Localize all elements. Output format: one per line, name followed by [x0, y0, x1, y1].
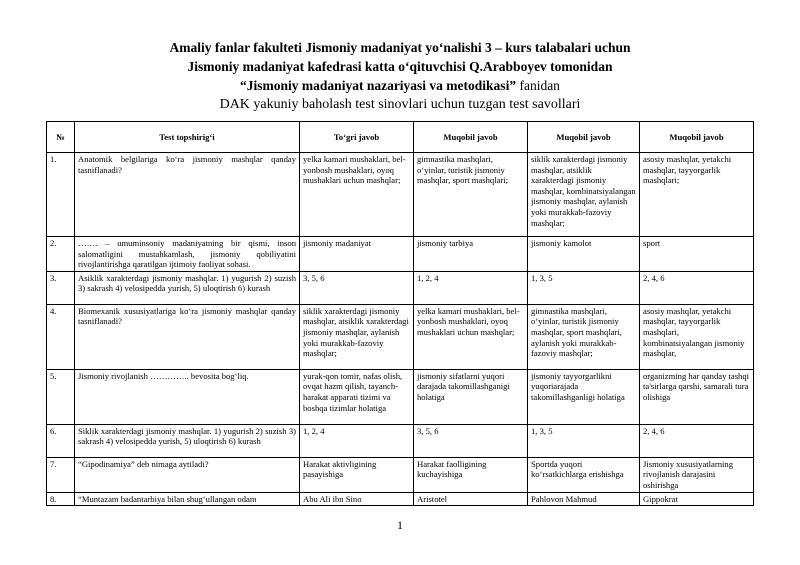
question-text: Biomexanik xususiyatlariga ko‘ra jismoniy mashqlar qanday tasniflanadi?	[75, 304, 300, 369]
alt-answer: Aristotel	[414, 492, 528, 506]
correct-answer: yelka kamari mushaklari, bel-yonbosh mushaklari, oyoq mushaklari uchun mashqlar;	[300, 153, 414, 237]
correct-answer: 3, 5, 6	[300, 271, 414, 304]
table-row	[47, 237, 754, 272]
alt-answer: Gippokrat	[640, 492, 754, 506]
alt-answer: sport	[640, 237, 754, 272]
page-number: 1	[397, 518, 403, 532]
alt-answer: Pahlovon Mahmud	[528, 492, 640, 506]
table-row	[47, 304, 754, 369]
alt-answer: asosiy mashqlar, yetakchi mashqlar, tayyorgarlik mashqlari;	[640, 153, 754, 237]
row-number: 7.	[47, 457, 75, 492]
col-header-alt-2: Muqobil javob	[528, 122, 640, 153]
alt-answer: 3, 5, 6	[414, 424, 528, 457]
correct-answer: 1, 2, 4	[300, 424, 414, 457]
row-number: 3.	[47, 271, 75, 304]
col-header-alt-3: Muqobil javob	[640, 122, 754, 153]
row-number: 5.	[47, 369, 75, 424]
correct-answer: yurak-qon tomir, nafas olish, ovqat hazm qilish, tayanch-harakat apparati tizimi va boshqa tizimlar holatiga	[300, 369, 414, 424]
question-text: “Gipodinamiya” deb nimaga aytiladi?	[75, 457, 300, 492]
alt-answer: Harakat faolligining kuchayishiga	[414, 457, 528, 492]
col-header-alt-1: Muqobil javob	[414, 122, 528, 153]
question-text: Asiklik xarakterdagi jismoniy mashqlar. 1) yugurish 2) suzish 3) sakrash 4) velosipedda yurish, 5) uloqtirish 6) kurash	[75, 271, 300, 304]
table-row	[47, 369, 754, 424]
alt-answer: 1, 3, 5	[528, 271, 640, 304]
question-text: ……. – umuminsoniy madaniyatning bir qismi, inson salomatligini mustahkamlash, jismoniy qobiliyatini rivojlantirishga qaratilgan ijtimoiy faoliyat sohasi.	[75, 237, 300, 272]
subject-suffix: fanidan	[516, 78, 560, 93]
alt-answer: 1, 3, 5	[528, 424, 640, 457]
correct-answer: Abu Ali ibn Sino	[300, 492, 414, 506]
table-row	[47, 153, 754, 237]
alt-answer: jismoniy sifatlarni yuqori darajada takomillashganigi holatiga	[414, 369, 528, 424]
table-row	[47, 424, 754, 457]
row-number: 8.	[47, 492, 75, 506]
alt-answer: jismoniy tarbiya	[414, 237, 528, 272]
table-row	[47, 457, 754, 492]
alt-answer: organizming har qanday tashqi ta'sirlarga qarshi, samarali tura olishiga	[640, 369, 754, 424]
alt-answer: jismoniy kamolot	[528, 237, 640, 272]
subject-title: “Jismoniy madaniyat nazariyasi va metodikasi”	[240, 78, 517, 93]
alt-answer: 1, 2, 4	[414, 271, 528, 304]
alt-answer: Jismoniy xususiyatlarning rivojlanish darajasini oshirishga	[640, 457, 754, 492]
row-number: 2.	[47, 237, 75, 272]
question-text: Anatomik belgilariga ko‘ra jismoniy mashqlar qanday tasniflanadi?	[75, 153, 300, 237]
question-text: Jismoniy rivojlanish ………….. bevosita bog‘liq.	[75, 369, 300, 424]
table-header-row	[47, 122, 754, 153]
alt-answer: yelka kamari mushaklari, bel-yonbosh mushaklari, oyoq mushaklari uchun mashqlar;	[414, 304, 528, 369]
alt-answer: gimnastika mashqlari, o‘yinlar, turistik jismoniy mashqlar, sport mashqlari, aylanish yoki murakkab-fazoviy mashqlar;	[528, 304, 640, 369]
alt-answer: Sportda yuqori ko‘rsatkichlarga erishishga	[528, 457, 640, 492]
document-header	[0, 38, 800, 115]
correct-answer: jismoniy madaniyat	[300, 237, 414, 272]
question-text: Siklik xarakterdagi jismoniy mashqlar. 1) yugurish 2) suzish 3) sakrash 4) velosipedda yurish, 5) uloqtirish 6) kurash	[75, 424, 300, 457]
header-line-author: Jismoniy madaniyat kafedrasi katta o‘qituvchisi Q.Arabboyev tomonidan	[187, 59, 613, 74]
correct-answer: Harakat aktivligining pasayishiga	[300, 457, 414, 492]
row-number: 4.	[47, 304, 75, 369]
header-line-faculty: Amaliy fanlar fakulteti Jismoniy madaniyat yo‘nalishi 3 – kurs talabalari uchun	[169, 40, 631, 55]
row-number: 1.	[47, 153, 75, 237]
table-row	[47, 492, 754, 506]
col-header-task: Test topshirig‘i	[75, 122, 300, 153]
header-line-purpose: DAK yakuniy baholash test sinovlari uchun tuzgan test savollari	[219, 97, 581, 112]
alt-answer: 2, 4, 6	[640, 424, 754, 457]
alt-answer: asosiy mashqlar, yetakchi mashqlar, tayyorgarlik mashqlari, kombinatsiyalangan jismoniy mashqlar,	[640, 304, 754, 369]
test-questions-table	[46, 121, 754, 506]
col-header-correct: To‘gri javob	[300, 122, 414, 153]
table-row	[47, 271, 754, 304]
alt-answer: siklik xarakterdagi jismoniy mashqlar, atsiklik xarakterdagi jismoniy mashqlar, kombinatsiyalangan jismoniy mashqlar, aylanish yoki murakkab-fazoviy mashqlar;	[528, 153, 640, 237]
question-text: “Muntazam badantarbiya bilan shug‘ullangan odam	[75, 492, 300, 506]
header-line-subject	[0, 76, 800, 95]
correct-answer: siklik xarakterdagi jismoniy mashqlar, atsiklik xarakterdagi jismoniy mashqlar, aylanish yoki murakkab-fazoviy mashqlar;	[300, 304, 414, 369]
alt-answer: 2, 4, 6	[640, 271, 754, 304]
col-header-number: №	[47, 122, 75, 153]
alt-answer: jismoniy tayyorgarlikni yuqoriarajada takomillashganligi holatiga	[528, 369, 640, 424]
row-number: 6.	[47, 424, 75, 457]
alt-answer: gimnastika mashqlari, o‘yinlar, turistik jismoniy mashqlar, sport mashqlari;	[414, 153, 528, 237]
